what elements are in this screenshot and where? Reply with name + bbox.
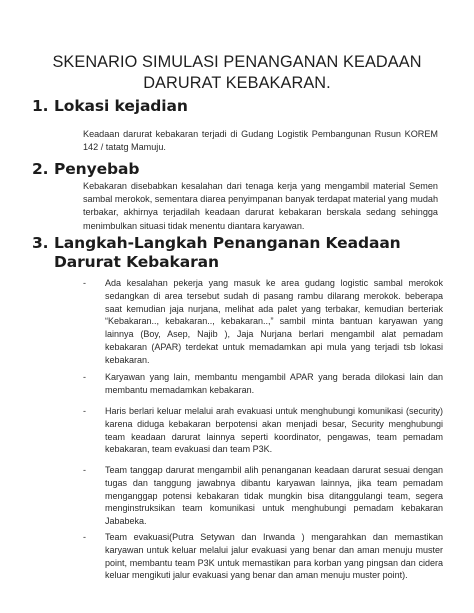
list-item [83,405,443,456]
bullet-dash: - [83,465,86,475]
section-heading-text: Lokasi kejadian [54,97,188,115]
list-item [83,277,443,367]
section-body-lokasi: Keadaan darurat kebakaran terjadi di Gudang Logistik Pembangunan Rusun KOREM 142 / tatatg Mamuju. [83,129,438,153]
section-number: 3. [32,234,49,252]
list-item [83,531,443,582]
list-item-text: Ada kesalahan pekerja yang masuk ke area gudang logistic sambal merokok sedangkan di area tersebut sudah di pasang rambu dilarang merokok. beberapa saat kemudian jaja nurjana, melihat ada palet yang terbakar, kemudian berteriak “Kebakaran.., kebakaran.., kebakaran..,” sambil minta bantuan karyawan yang lainnya (Boy, Asep, Najib ), Jaja Nurjana berlari mengambil alat pemadam kebakaran (APAR) terdekat untuk memadamkan api mula yang terjadi tsb lokasi kebakaran. [105,278,443,365]
list-item-text: Team evakuasi(Putra Setywan dan Irwanda ) mengarahkan dan memastikan karyawan untuk keluar melalui jalur evakuasi yang benar dan aman menuju muster point, membantu team P3K untuk memastikan para korban yang pingsan dan cidera keluar mengikuti jalur evakuasi yang benar dan aman menuju muster point). [105,532,443,581]
list-item-text: Team tanggap darurat mengambil alih penanganan keadaan darurat sesuai dengan tugas dan tanggung jawabnya dibantu karyawan lainnya, jika team pemadam menganggap potensi kebakaran tidak mungkin bisa ditanggulangi team, segera menginstruksikan team komunikasi untuk menghubungi pemadam kebakaran Jababeka. [105,465,443,527]
bullet-dash: - [83,372,86,382]
list-item [83,371,443,397]
section-heading-text: Langkah-Langkah Penanganan Keadaan Darurat Kebakaran [54,234,401,271]
section-heading-text: Penyebab [54,160,140,178]
section-heading-langkah [32,234,424,272]
bullet-dash: - [83,406,86,416]
bullet-dash: - [83,532,86,542]
document-title: SKENARIO SIMULASI PENANGANAN KEADAAN DARURAT KEBAKARAN. [52,53,422,92]
section-heading-penyebab [32,160,139,179]
bullet-dash: - [83,278,86,288]
section-body-penyebab: Kebakaran disebabkan kesalahan dari tenaga kerja yang mengambil material Semen sambal merokok, sementara diarea penyimpanan banyak terdapat material yang mudah terbakar, akhirnya terjadilah keadaan darurat kebakaran berskala sedang sehingga menimbulkan situasi tidak menentu diantara karyawan. [83,181,438,231]
section-heading-lokasi [32,97,188,116]
section-number: 2. [32,160,49,178]
section-number: 1. [32,97,49,115]
list-item [83,464,443,528]
list-item-text: Haris berlari keluar melalui arah evakuasi untuk menghubungi komunikasi (security) karena diduga kebakaran berpotensi akan menjadi besar, Security menghubungi team keadaan darurat lainnya seperti koordinator, pengawas, team pemadam kebakaran, team evakuasi dan team P3K. [105,406,443,455]
list-item-text: Karyawan yang lain, membantu mengambil APAR yang berada dilokasi lain dan membantu memadamkan kebakaran. [105,372,443,395]
